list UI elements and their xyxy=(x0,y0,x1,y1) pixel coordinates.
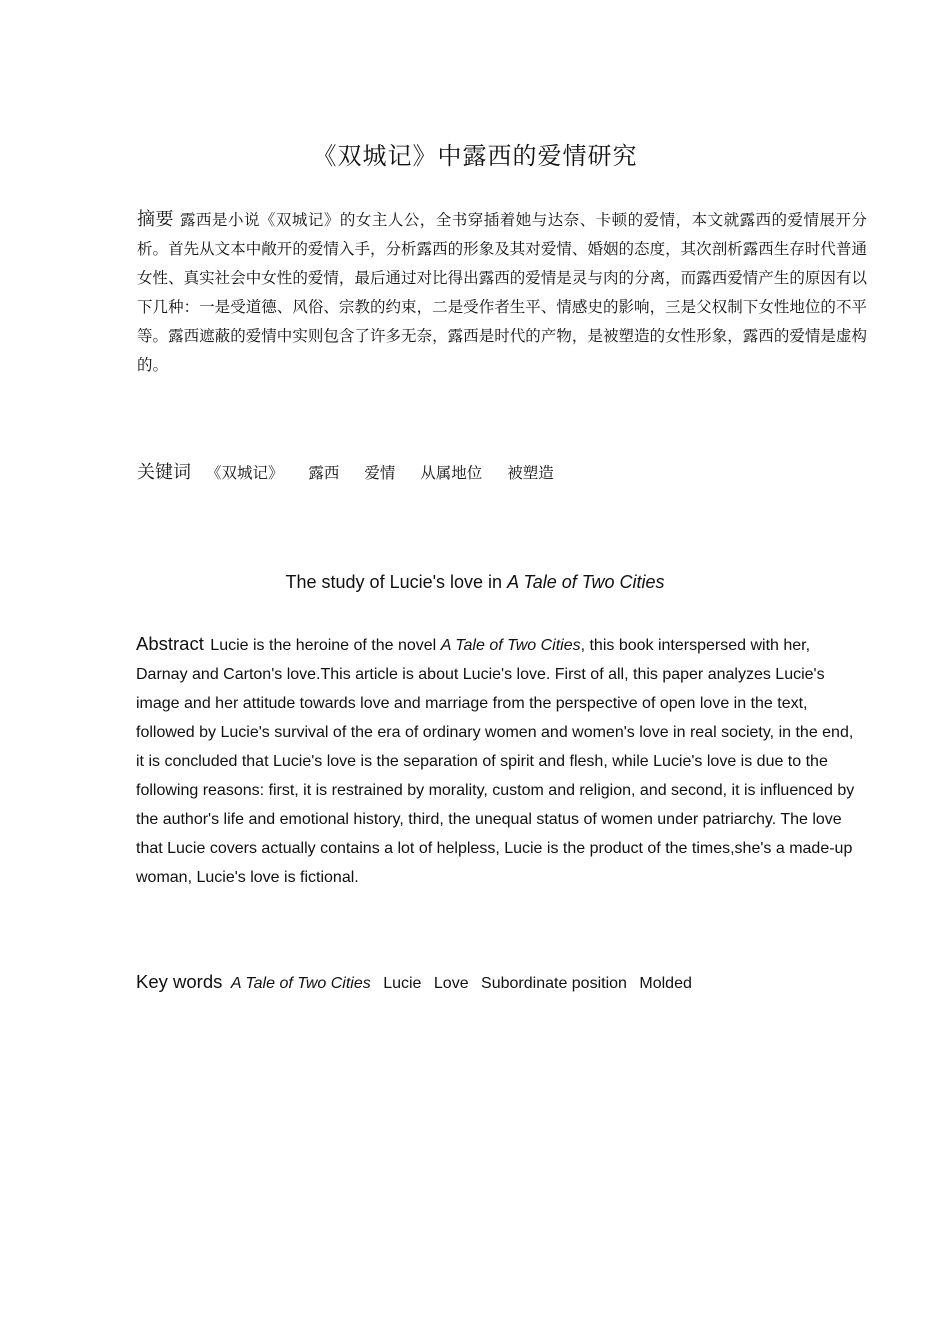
english-keywords xyxy=(136,971,700,993)
english-abstract-label: Abstract xyxy=(136,633,204,654)
chinese-keywords xyxy=(137,458,574,484)
english-keyword: Molded xyxy=(639,975,692,992)
chinese-keyword: 被塑造 xyxy=(507,464,554,482)
chinese-keyword: 露西 xyxy=(308,464,340,482)
chinese-abstract-text: 露西是小说《双城记》的女主人公，全书穿插着她与达奈、卡顿的爱情，本文就露西的爱情展开分析。首先从文本中敞开的爱情入手，分析露西的形象及其对爱情、婚姻的态度，其次剖析露西生存时代普通女性、真实社会中女性的爱情，最后通过对比得出露西的爱情是灵与肉的分离，而露西爱情产生的原因有以下几种：一是受道德、风俗、宗教的约束，二是受作者生平、情感史的影响，三是父权制下女性地位的不平等。露西遮蔽的爱情中实则包含了许多无奈，露西是时代的产物，是被塑造的女性形象，露西的爱情是虚构的。 xyxy=(137,211,867,374)
english-keyword: Love xyxy=(433,975,469,992)
english-abstract-book: A Tale of Two Cities xyxy=(440,637,581,654)
english-keyword: Subordinate position xyxy=(481,975,627,992)
english-title-prefix: The study of Lucie's love in xyxy=(285,572,508,592)
english-keywords-label: Key words xyxy=(136,971,223,992)
chinese-keyword: 《双城记》 xyxy=(205,464,284,482)
english-abstract-text: , this book interspersed with her, Darnay and Carton's love.This article is about Lucie's love. First of all, this paper analyzes Lucie's image and her attitude towards love and marriage from the perspective of open love in the text, followed by Lucie's survival of the era of ordinary women and women's love in real society, in the end, it is concluded that Lucie's love is the separation of spirit and flesh, while Lucie's love is due to the following reasons: first, it is restrained by morality, custom and religion, and second, it is influenced by the author's life and emotional history, third, the unequal status of women under patriarchy. The love that Lucie covers actually contains a lot of helpless, Lucie is the product of the times,she's a made-up woman, Lucie's love is fictional. xyxy=(136,637,855,886)
chinese-keyword: 爱情 xyxy=(364,464,396,482)
chinese-abstract xyxy=(137,205,867,380)
chinese-abstract-label: 摘要 xyxy=(137,209,174,230)
english-keyword-book: A Tale of Two Cities xyxy=(230,975,371,992)
chinese-keyword: 从属地位 xyxy=(420,464,483,482)
english-keyword: Lucie xyxy=(383,975,422,992)
english-abstract xyxy=(136,629,864,892)
english-title xyxy=(0,572,950,593)
chinese-title: 《双城记》中露西的爱情研究 xyxy=(312,142,638,170)
english-title-book: A Tale of Two Cities xyxy=(507,572,665,592)
chinese-keywords-label: 关键词 xyxy=(137,462,191,483)
english-abstract-lead: Lucie is the heroine of the novel xyxy=(205,637,441,654)
